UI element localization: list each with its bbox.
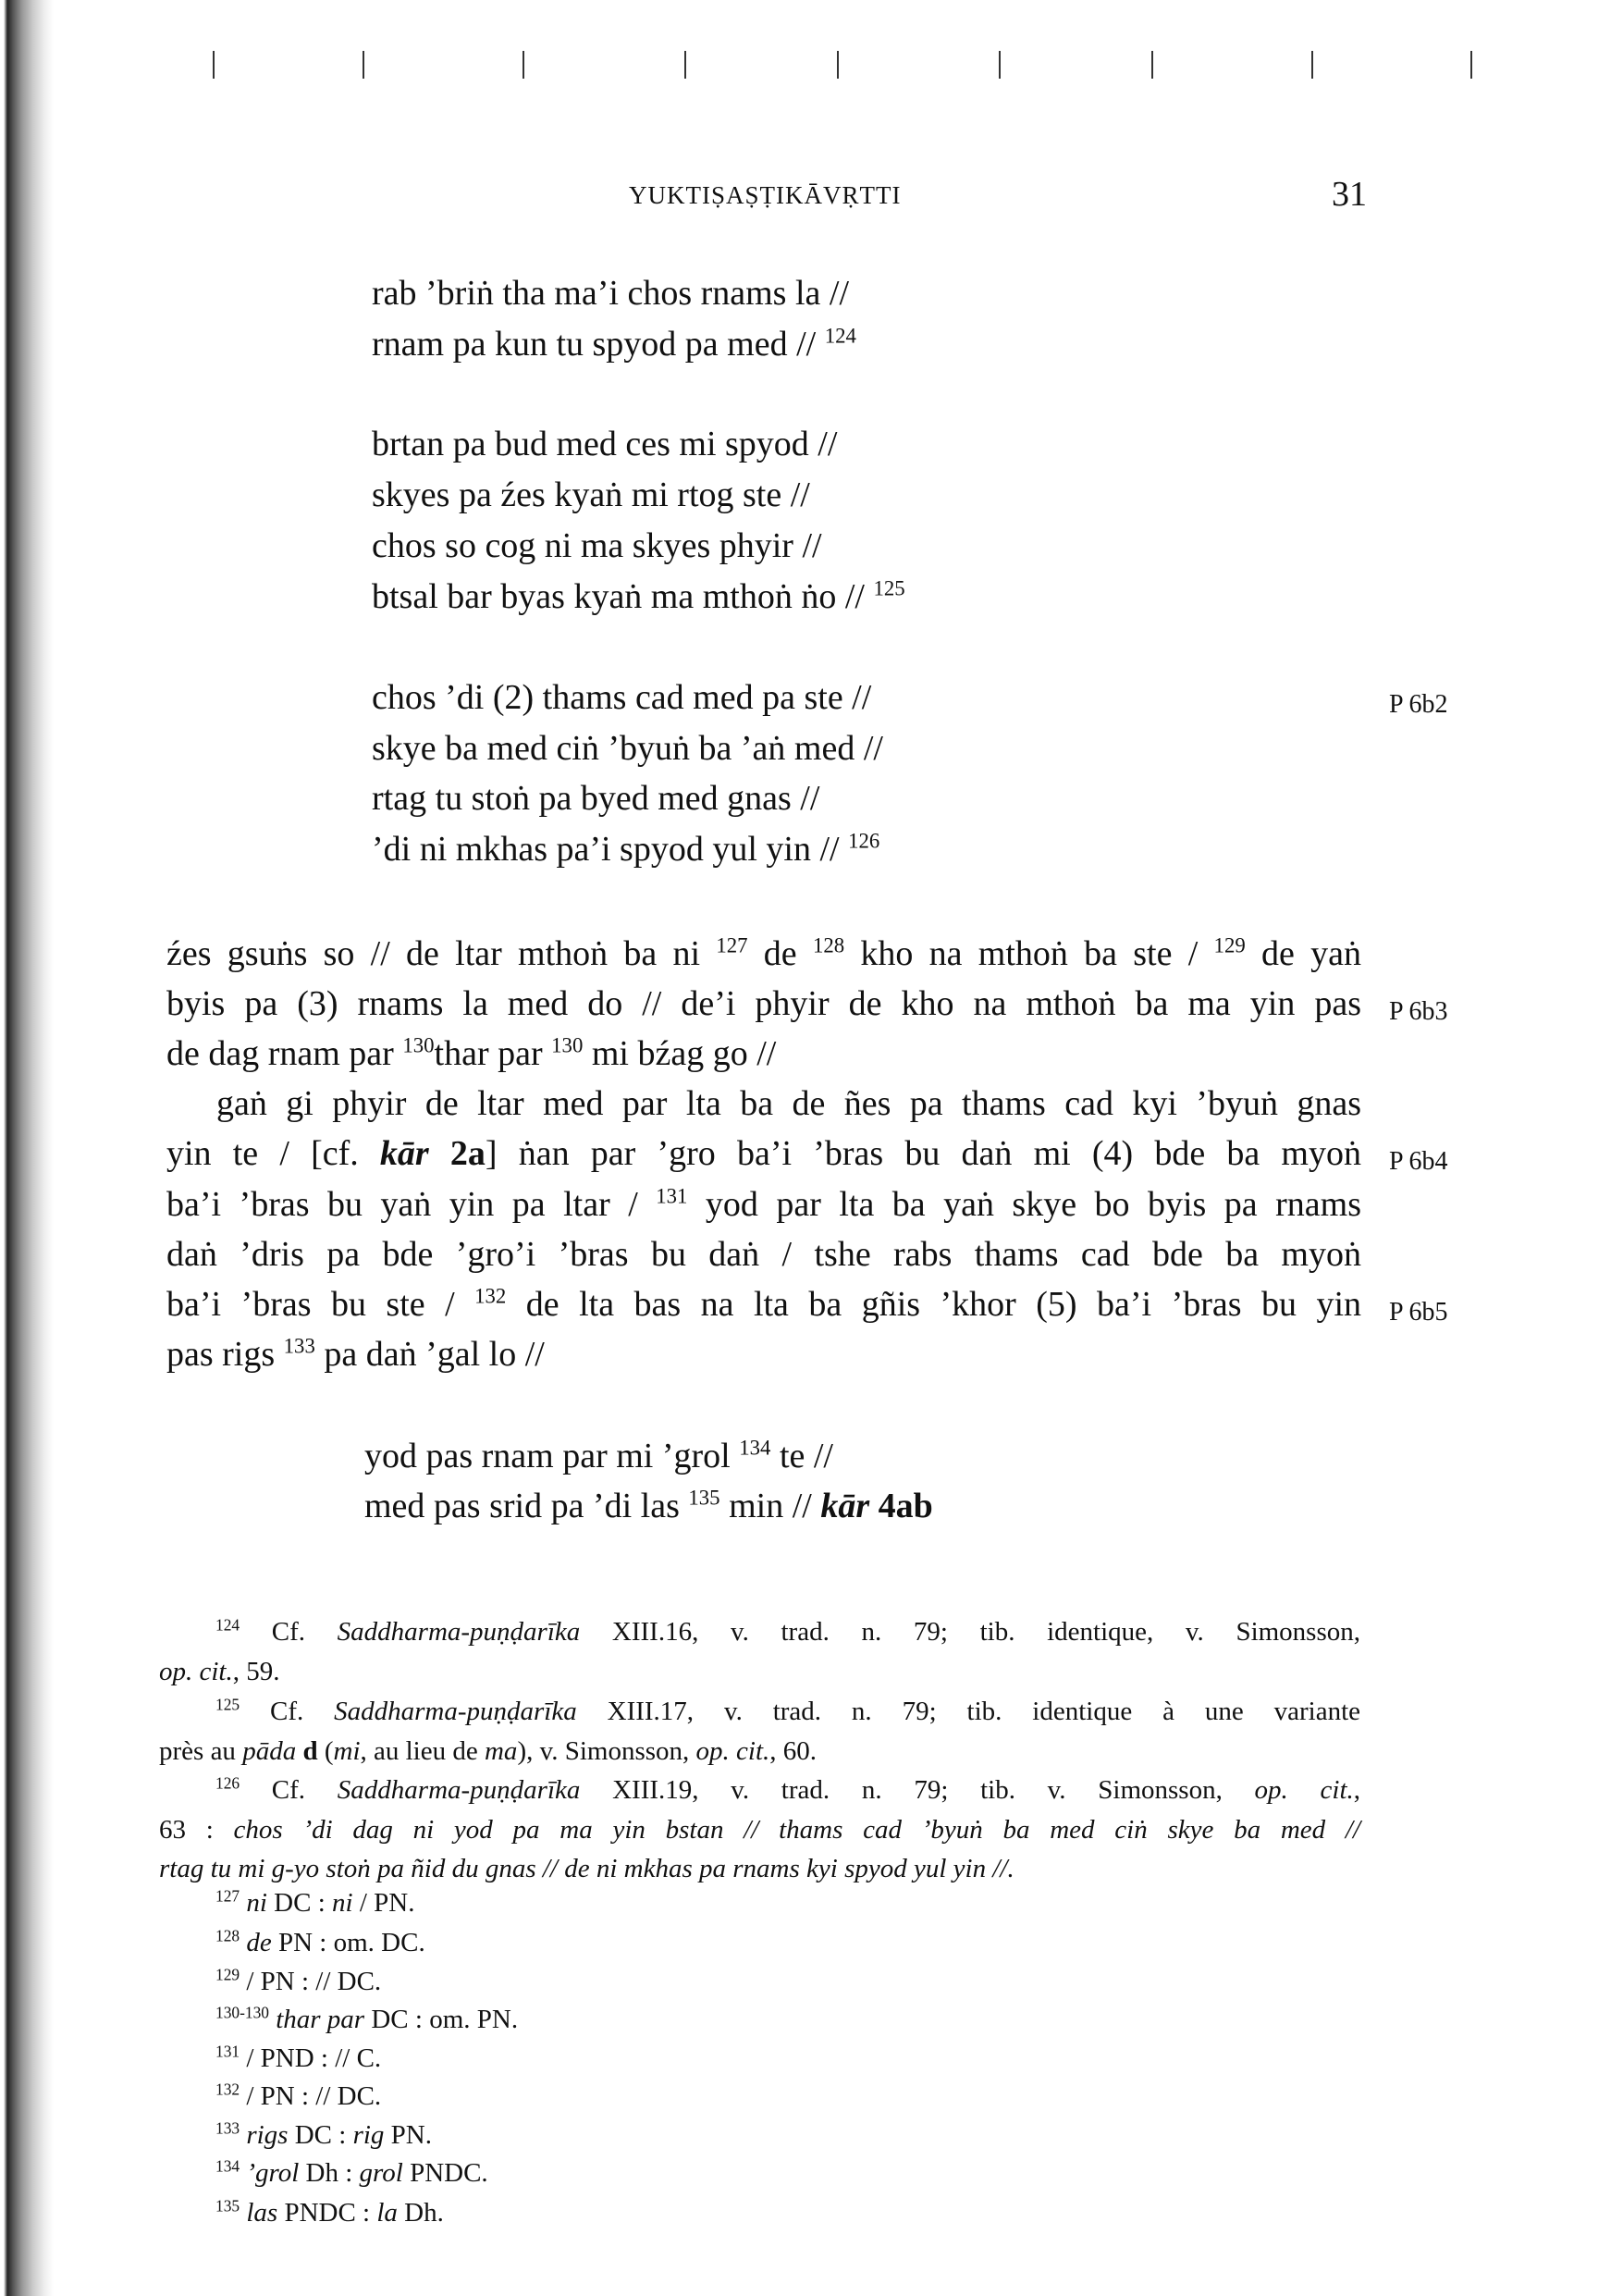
- note-marker: 132: [215, 2080, 240, 2099]
- prose-line: [166, 1237, 1361, 1272]
- text-segment: byis pa (3) rnams la med do // de’i phyir de kho na mthoṅ ba ma yin pas: [166, 984, 1361, 1023]
- text-segment: Saddharma-puṇḍarīka: [337, 1617, 581, 1647]
- note-marker: 130: [402, 1033, 435, 1057]
- running-title: YUKTIṢAṢṬIKĀVṚTTI: [629, 181, 902, 209]
- note-marker: 134: [215, 2156, 240, 2176]
- text-segment: chos so cog ni ma skyes phyir //: [372, 526, 822, 565]
- text-segment: PNDC.: [402, 2158, 488, 2188]
- verse-line: [372, 324, 856, 364]
- text-segment: ), v. Simonsson,: [517, 1736, 696, 1766]
- prose-line: [166, 1334, 545, 1374]
- note-marker: 135: [688, 1486, 720, 1510]
- text-segment: rig: [352, 2120, 385, 2150]
- verse-line: [372, 426, 837, 462]
- footnote-line: [215, 1773, 1360, 1805]
- text-segment: daṅ ’dris pa bde ’gro’i ’bras bu daṅ / tshe rabs thams cad bde ba myoṅ: [166, 1235, 1361, 1274]
- text-segment: Cf.: [240, 1697, 335, 1726]
- note-marker: 128: [812, 933, 845, 957]
- verse-line: [372, 276, 849, 311]
- text-segment: PN : om. DC.: [271, 1928, 425, 1957]
- text-segment: ni: [332, 1888, 353, 1918]
- verse-line: [372, 680, 871, 715]
- text-segment: brtan pa bud med ces mi spyod //: [372, 425, 838, 463]
- text-segment: skye ba med ciṅ ’byuṅ ba ’aṅ med //: [372, 729, 883, 768]
- footnote-line: [215, 1926, 425, 1957]
- text-segment: 4ab: [869, 1487, 933, 1525]
- text-segment: ba’i ’bras bu yaṅ yin pa ltar /: [166, 1185, 657, 1224]
- text-segment: ba’i ’bras bu ste /: [166, 1285, 475, 1324]
- verse-line: [372, 731, 883, 766]
- footnote-line: [215, 2118, 432, 2150]
- text-segment: thar par: [434, 1034, 552, 1073]
- text-segment: ma: [484, 1736, 518, 1766]
- footnote-line: [215, 1965, 382, 1996]
- text-segment: ni: [246, 1888, 267, 1918]
- prose-line: [166, 933, 1361, 973]
- text-segment: DC :: [288, 2120, 353, 2150]
- page-number: 31: [1332, 175, 1367, 214]
- note-marker: 131: [215, 2042, 240, 2061]
- text-segment: kho na mthoṅ ba ste /: [844, 934, 1214, 973]
- margin-ref: P 6b4: [1389, 1147, 1448, 1176]
- text-segment: / PN : // DC.: [240, 2081, 382, 2111]
- note-marker: 127: [215, 1886, 240, 1906]
- text-segment: XIII.19, v. trad. n. 79; tib. v. Simonsson,: [580, 1775, 1255, 1805]
- text-segment: btsal bar byas kyaṅ ma mthoṅ ṅo //: [372, 577, 874, 616]
- text-segment: / PN : // DC.: [240, 1967, 382, 1996]
- text-segment: Dh.: [397, 2198, 444, 2228]
- prose-line: [166, 1184, 1361, 1224]
- prose-line: [166, 1284, 1361, 1324]
- text-segment: rtag tu mi g-yo stoṅ pa ñid du gnas // de ni mkhas pa rnams kyi spyod yul yin //.: [159, 1854, 1014, 1883]
- text-segment: de lta bas na lta ba gñis ’khor (5) ba’i ’bras bu yin: [506, 1285, 1361, 1324]
- note-marker: 125: [873, 576, 905, 600]
- text-segment: kār: [820, 1487, 870, 1525]
- text-segment: de: [747, 934, 813, 973]
- text-segment: DC : om. PN.: [364, 2005, 519, 2034]
- text-segment: yod pas rnam par mi ’grol: [364, 1437, 740, 1475]
- text-segment: , 59.: [232, 1657, 280, 1686]
- note-marker: 129: [215, 1965, 240, 1984]
- text-segment: pas rigs: [166, 1335, 284, 1374]
- book-binding-shadow: [0, 0, 54, 2296]
- text-segment: (: [317, 1736, 334, 1766]
- footnote-line: [215, 2080, 382, 2111]
- footnote-line: [159, 1738, 817, 1765]
- text-segment: źes gsuṅs so // de ltar mthoṅ ba ni: [166, 934, 717, 973]
- text-segment: op. cit.: [1254, 1775, 1354, 1805]
- prose-line: [166, 1033, 777, 1073]
- note-marker: 127: [716, 933, 748, 957]
- text-segment: Saddharma-puṇḍarīka: [337, 1775, 581, 1805]
- note-marker: 126: [215, 1773, 240, 1793]
- note-marker: 132: [474, 1284, 507, 1308]
- text-segment: / PN.: [352, 1888, 415, 1918]
- text-segment: te //: [770, 1437, 833, 1475]
- text-segment: thar par: [276, 2005, 365, 2034]
- text-segment: pāda: [242, 1736, 297, 1766]
- note-marker: 131: [656, 1184, 688, 1208]
- footnote-line: [159, 1659, 280, 1685]
- footnote-line: [159, 1817, 1360, 1844]
- text-segment: yin te / [cf.: [166, 1134, 380, 1173]
- text-segment: mi: [333, 1736, 361, 1766]
- text-segment: près au: [159, 1736, 243, 1766]
- text-segment: 63 :: [159, 1815, 234, 1845]
- text-segment: 2a: [428, 1134, 486, 1173]
- text-segment: las: [246, 2198, 278, 2228]
- text-segment: , au lieu de: [360, 1736, 485, 1766]
- margin-ref: P 6b3: [1389, 997, 1448, 1026]
- note-marker: 128: [215, 1926, 240, 1945]
- margin-ref: P 6b5: [1389, 1298, 1448, 1327]
- footnote-line: [215, 2003, 519, 2034]
- verse-line: [372, 528, 822, 563]
- footnote-line: [215, 1886, 415, 1918]
- footnote-line: [215, 2156, 488, 2188]
- note-marker: 133: [283, 1334, 315, 1358]
- verse-line: [372, 576, 905, 616]
- text-segment: XIII.17, v. trad. n. 79; tib. identique à une variante: [576, 1697, 1361, 1726]
- text-segment: de: [246, 1928, 272, 1957]
- text-segment: chos ’di (2) thams cad med pa ste //: [372, 678, 872, 717]
- note-marker: 125: [215, 1695, 240, 1714]
- text-segment: grol: [359, 2158, 403, 2188]
- text-segment: rnam pa kun tu spyod pa med //: [372, 325, 825, 364]
- footnote-line: [215, 1615, 1361, 1647]
- verse-line: [372, 477, 810, 512]
- text-segment: kār: [379, 1134, 429, 1173]
- text-segment: la: [376, 2198, 398, 2228]
- text-segment: rab ’briṅ tha ma’i chos rnams la //: [372, 274, 850, 313]
- text-segment: gaṅ gi phyir de ltar med par lta ba de ñes pa thams cad kyi ’byuṅ gnas: [216, 1084, 1361, 1123]
- note-marker: 124: [824, 324, 856, 348]
- note-marker: 130-130: [215, 2003, 269, 2022]
- verse-line: [372, 781, 819, 816]
- footnote-line: [215, 1695, 1361, 1726]
- footnote-line: [215, 2042, 382, 2073]
- text-segment: yod par lta ba yaṅ skye bo byis pa rnams: [687, 1185, 1361, 1224]
- text-segment: de dag rnam par: [166, 1034, 403, 1073]
- note-marker: 129: [1213, 933, 1246, 957]
- text-segment: ,: [1353, 1775, 1360, 1805]
- text-segment: op. cit.: [695, 1736, 770, 1766]
- text-segment: Saddharma-puṇḍarīka: [334, 1697, 577, 1726]
- text-segment: DC :: [266, 1888, 332, 1918]
- text-segment: de yaṅ: [1245, 934, 1361, 973]
- text-segment: XIII.16, v. trad. n. 79; tib. identique, v. Simonsson,: [580, 1617, 1361, 1647]
- text-segment: PN.: [384, 2120, 432, 2150]
- text-segment: op. cit.: [159, 1657, 233, 1686]
- prose-line: [166, 986, 1361, 1021]
- margin-ref: P 6b2: [1389, 690, 1448, 719]
- text-segment: Dh :: [299, 2158, 360, 2188]
- verse-line: [364, 1438, 833, 1474]
- note-marker: 130: [551, 1033, 584, 1057]
- text-segment: med pas srid pa ’di las: [364, 1487, 689, 1525]
- text-segment: PNDC :: [277, 2198, 377, 2228]
- note-marker: 133: [215, 2118, 240, 2138]
- prose-line: [166, 1136, 1361, 1171]
- note-marker: 134: [739, 1436, 771, 1460]
- text-segment: rigs: [246, 2120, 289, 2150]
- text-segment: skyes pa źes kyaṅ mi rtog ste //: [372, 475, 810, 514]
- text-segment: / PND : // C.: [240, 2043, 382, 2073]
- text-segment: ’grol: [246, 2158, 300, 2188]
- prose-line: [216, 1086, 1361, 1121]
- text-segment: chos ’di dag ni yod pa ma yin bstan // thams cad ’byuṅ ba med ciṅ skye ba med //: [233, 1815, 1361, 1845]
- note-marker: 126: [848, 829, 880, 853]
- text-segment: , 60.: [769, 1736, 818, 1766]
- text-segment: min //: [719, 1487, 821, 1525]
- verse-line: [364, 1488, 933, 1524]
- text-segment: ’di ni mkhas pa’i spyod yul yin //: [372, 830, 849, 869]
- text-segment: Cf.: [240, 1617, 338, 1647]
- footnote-line: [215, 2196, 444, 2228]
- note-marker: 124: [215, 1615, 240, 1635]
- note-marker: 135: [215, 2196, 240, 2216]
- text-segment: rtag tu stoṅ pa byed med gnas //: [372, 779, 820, 818]
- text-segment: Cf.: [240, 1775, 338, 1805]
- text-segment: d: [302, 1736, 318, 1766]
- text-segment: mi bźag go //: [583, 1034, 777, 1073]
- text-segment: ] ṅan par ’gro ba’i ’bras bu daṅ mi (4) bde ba myoṅ: [485, 1134, 1361, 1173]
- footnote-line: [159, 1856, 1014, 1882]
- text-segment: pa daṅ ’gal lo //: [314, 1335, 545, 1374]
- verse-line: [372, 829, 880, 869]
